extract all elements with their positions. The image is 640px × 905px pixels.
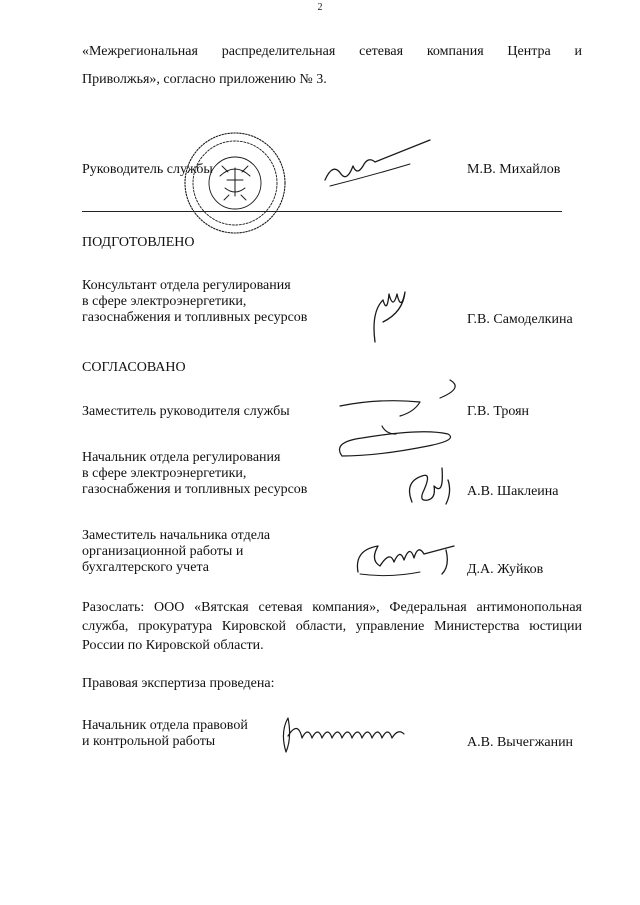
distribution-list: Разослать: ООО «Вятская сетевая компания», Федеральная антимонопольная служба, прокуратура Кировской области, управление Министерства юстиции России по Кировской области. (82, 600, 582, 653)
role-line: Начальник отдела регулирования (82, 450, 281, 465)
agreed-heading: СОГЛАСОВАНО (82, 360, 186, 375)
agreed-role-1 (82, 450, 307, 498)
role-line: газоснабжения и топливных ресурсов (82, 482, 308, 497)
page-number: 2 (317, 2, 323, 13)
signature-shakleina (400, 462, 460, 512)
separator-line (82, 211, 562, 212)
signature-zhuykov (350, 538, 465, 583)
role-line: в сфере электроэнергетики, (82, 466, 247, 481)
legal-role (82, 718, 248, 750)
intro-line-1 (82, 44, 582, 60)
role-line: газоснабжения и топливных ресурсов (82, 310, 308, 325)
intro-word: «Межрегиональная (82, 44, 198, 59)
intro-word: сетевая (359, 44, 404, 59)
role-line: бухгалтерского учета (82, 560, 209, 575)
intro-word: и (574, 44, 582, 59)
prepared-role (82, 278, 307, 326)
official-seal (180, 118, 290, 248)
agreed-role-2 (82, 528, 270, 576)
role-line: Консультант отдела регулирования (82, 278, 291, 293)
intro-word: распределительная (221, 44, 336, 59)
prepared-name: Г.В. Самоделкина (467, 312, 573, 327)
head-role: Руководитель службы (82, 162, 213, 177)
role-line: организационной работы и (82, 544, 244, 559)
legal-note: Правовая экспертиза проведена: (82, 676, 275, 691)
role-line: в сфере электроэнергетики, (82, 294, 247, 309)
agreed-name-2: Д.А. Жуйков (467, 562, 544, 577)
role-line: Заместитель руководителя службы (82, 404, 290, 419)
head-name: М.В. Михайлов (467, 162, 561, 177)
intro-line-2: Приволжья», согласно приложению № 3. (82, 72, 327, 87)
role-line: и контрольной работы (82, 734, 216, 749)
agreed-name-1: А.В. Шаклеина (467, 484, 559, 499)
legal-name: А.В. Вычегжанин (467, 735, 574, 750)
role-line: Начальник отдела правовой (82, 718, 248, 733)
prepared-heading: ПОДГОТОВЛЕНО (82, 235, 195, 250)
intro-word: компания (426, 44, 484, 59)
signature-samodelkina (365, 292, 415, 347)
signature-vychegzhanin (272, 712, 432, 757)
role-line: Заместитель начальника отдела (82, 528, 271, 543)
signature-mikhailov (320, 138, 450, 198)
signature-troyan (330, 368, 470, 468)
agreed-name-0: Г.В. Троян (467, 404, 530, 419)
agreed-role-0 (82, 404, 290, 420)
intro-word: Центра (507, 44, 551, 59)
